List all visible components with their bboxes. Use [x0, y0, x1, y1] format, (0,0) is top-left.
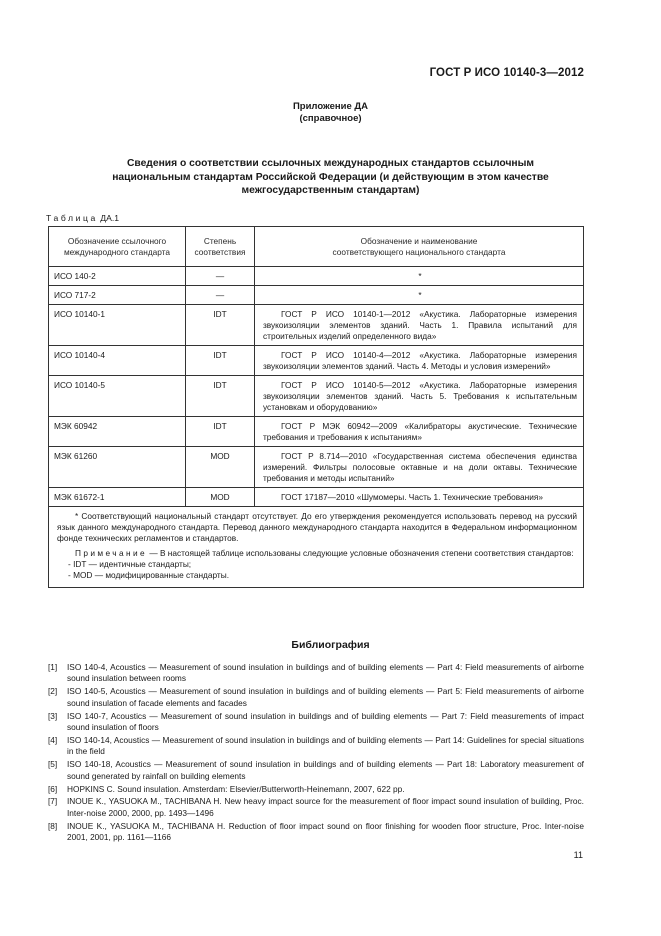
- bibliography-title: Библиография: [291, 639, 370, 651]
- cell-degree: IDT: [186, 346, 255, 376]
- bibliography-list: [48, 662, 584, 845]
- table-notes-row: [49, 507, 584, 588]
- heading-line: Сведения о соответствии ссылочных международных стандартов ссылочным: [126, 158, 535, 169]
- bibliography-number: [8]: [48, 820, 58, 831]
- page-number: 11: [573, 850, 583, 860]
- cell-degree: IDT: [186, 376, 255, 417]
- bibliography-item: [48, 662, 584, 685]
- bibliography-text: INOUE K., YASUOKA M., TACHIBANA H. Reduction of floor impact sound on floor finishing for wooden floor structure, Proc. Inter-noise 2001, 2001, pp. 1161—1166: [67, 820, 584, 843]
- bibliography-text: ISO 140-5, Acoustics — Measurement of sound insulation in buildings and of building elements — Part 5: Field measurements of airborne sound insulation of facade elements and facades: [67, 686, 584, 708]
- cell-intl: ИСО 10140-1: [49, 305, 186, 346]
- cell-degree: MOD: [186, 447, 255, 488]
- note-label: Примечание: [75, 548, 148, 558]
- bibliography-text: ISO 140-7, Acoustics — Measurement of sound insulation in buildings and of building elements — Part 7: Field measurements of impact sound insulation of floors: [67, 710, 584, 733]
- table-label-number: ДА.1: [100, 213, 120, 223]
- annex-subtitle: (справочное): [299, 113, 362, 124]
- header-degree: Степень соответствия: [186, 227, 255, 267]
- cell-degree: —: [186, 286, 255, 305]
- cell-intl: МЭК 61260: [49, 447, 186, 488]
- bibliography-item: [48, 784, 584, 795]
- section-heading: [70, 157, 591, 198]
- header-intl: Обозначение ссылочного международного стандарта: [49, 227, 186, 267]
- document-code: ГОСТ Р ИСО 10140-3—2012: [429, 67, 584, 79]
- bibliography-item: [48, 821, 584, 844]
- bibliography-number: [7]: [48, 796, 58, 807]
- bibliography-item: [48, 686, 584, 709]
- cell-intl: ИСО 717-2: [49, 286, 186, 305]
- table-row: [49, 267, 584, 286]
- cell-degree: MOD: [186, 488, 255, 507]
- cell-intl: ИСО 140-2: [49, 267, 186, 286]
- cell-national: *: [255, 267, 584, 286]
- cell-national: ГОСТ 17187—2010 «Шумомеры. Часть 1. Технические требования»: [255, 488, 584, 507]
- table-label: [46, 213, 119, 223]
- table-header-row: [49, 227, 584, 267]
- bibliography-text: ISO 140-18, Acoustics — Measurement of sound insulation in buildings and of building elements — Part 18: Laboratory measurement of sound generated by rainfall on building elements: [67, 759, 584, 781]
- cell-national: ГОСТ Р ИСО 10140-1—2012 «Акустика. Лабораторные измерения звукоизоляции элементов зданий. Часть 1. Правила испытаний для строительных изделий определенного вида»: [255, 305, 584, 346]
- bibliography-item: [48, 735, 584, 758]
- heading-line: межгосударственным стандартам): [241, 185, 420, 196]
- note-item: - MOD — модифицированные стандарты.: [68, 570, 230, 580]
- cell-national: *: [255, 286, 584, 305]
- cell-national: ГОСТ Р ИСО 10140-5—2012 «Акустика. Лабораторные измерения звукоизоляции элементов зданий. Часть 5. Требования к испытательным установкам и оборудованию»: [255, 376, 584, 417]
- bibliography-number: [4]: [48, 734, 58, 745]
- cell-national: ГОСТ Р МЭК 60942—2009 «Калибраторы акустические. Технические требования и требования к испытаниям»: [255, 417, 584, 447]
- cell-intl: МЭК 61672-1: [49, 488, 186, 507]
- bibliography-number: [1]: [48, 662, 58, 672]
- bibliography-text: ISO 140-4, Acoustics — Measurement of sound insulation in buildings and of building elements — Part 4: Field measurements of airborne sound insulation between rooms: [67, 662, 584, 684]
- cell-intl: ИСО 10140-4: [49, 346, 186, 376]
- cell-degree: —: [186, 267, 255, 286]
- bibliography-text: ISO 140-14, Acoustics — Measurement of sound insulation in buildings and of building elements — Part 14: Guidelines for special situations in the field: [67, 734, 584, 757]
- bibliography-number: [5]: [48, 759, 58, 770]
- cell-degree: IDT: [186, 417, 255, 447]
- table-label-word: Таблица: [46, 213, 98, 223]
- cell-degree: IDT: [186, 305, 255, 346]
- bibliography-item: [48, 759, 584, 782]
- table-row: [49, 447, 584, 488]
- table-notes: [49, 507, 584, 588]
- bibliography-number: [6]: [48, 783, 58, 794]
- annex-title: Приложение ДА: [292, 101, 369, 112]
- heading-line: национальным стандартам Российской Федерации (и действующим в этом качестве: [112, 171, 549, 183]
- table-row: [49, 305, 584, 346]
- cell-intl: ИСО 10140-5: [49, 376, 186, 417]
- table-note: [57, 548, 577, 559]
- table-footnote: * Соответствующий национальный стандарт отсутствует. До его утверждения рекомендуется использовать перевод на русский язык данного международного стандарта. Перевод данного международного стандарта находится в Федеральном информационном фонде технических регламентов и стандартов.: [57, 511, 577, 543]
- cell-intl: МЭК 60942: [49, 417, 186, 447]
- cell-national: ГОСТ Р 8.714—2010 «Государственная система обеспечения единства измерений. Фильтры полосовые октавные и на доли октавы. Технические требования и методы испытаний»: [255, 447, 584, 488]
- bibliography-text: HOPKINS C. Sound insulation. Amsterdam: Elsevier/Butterworth-Heinemann, 2007, 622 pp.: [67, 783, 405, 794]
- cell-national: ГОСТ Р ИСО 10140-4—2012 «Акустика. Лабораторные измерения звукоизоляции элементов зданий. Часть 4. Методы и условия измерений»: [255, 346, 584, 376]
- conformity-table: [48, 226, 584, 588]
- note-text: — В настоящей таблице использованы следующие условные обозначения степени соответствия стандартов:: [149, 548, 574, 558]
- header-national: Обозначение и наименование соответствующего национального стандарта: [255, 227, 584, 267]
- note-item: - IDT — идентичные стандарты;: [68, 559, 192, 569]
- bibliography-item: [48, 711, 584, 734]
- table-row: [49, 488, 584, 507]
- bibliography-number: [2]: [48, 686, 58, 697]
- bibliography-item: [48, 796, 584, 819]
- table-row: [49, 376, 584, 417]
- bibliography-number: [3]: [48, 710, 58, 721]
- bibliography-text: INOUE K., YASUOKA M., TACHIBANA H. New heavy impact source for the measurement of floor impact sound insulation of building, Proc. Inter-noise 2000, 2000, pp. 1493—1496: [67, 796, 584, 818]
- table-row: [49, 286, 584, 305]
- table-row: [49, 417, 584, 447]
- table-row: [49, 346, 584, 376]
